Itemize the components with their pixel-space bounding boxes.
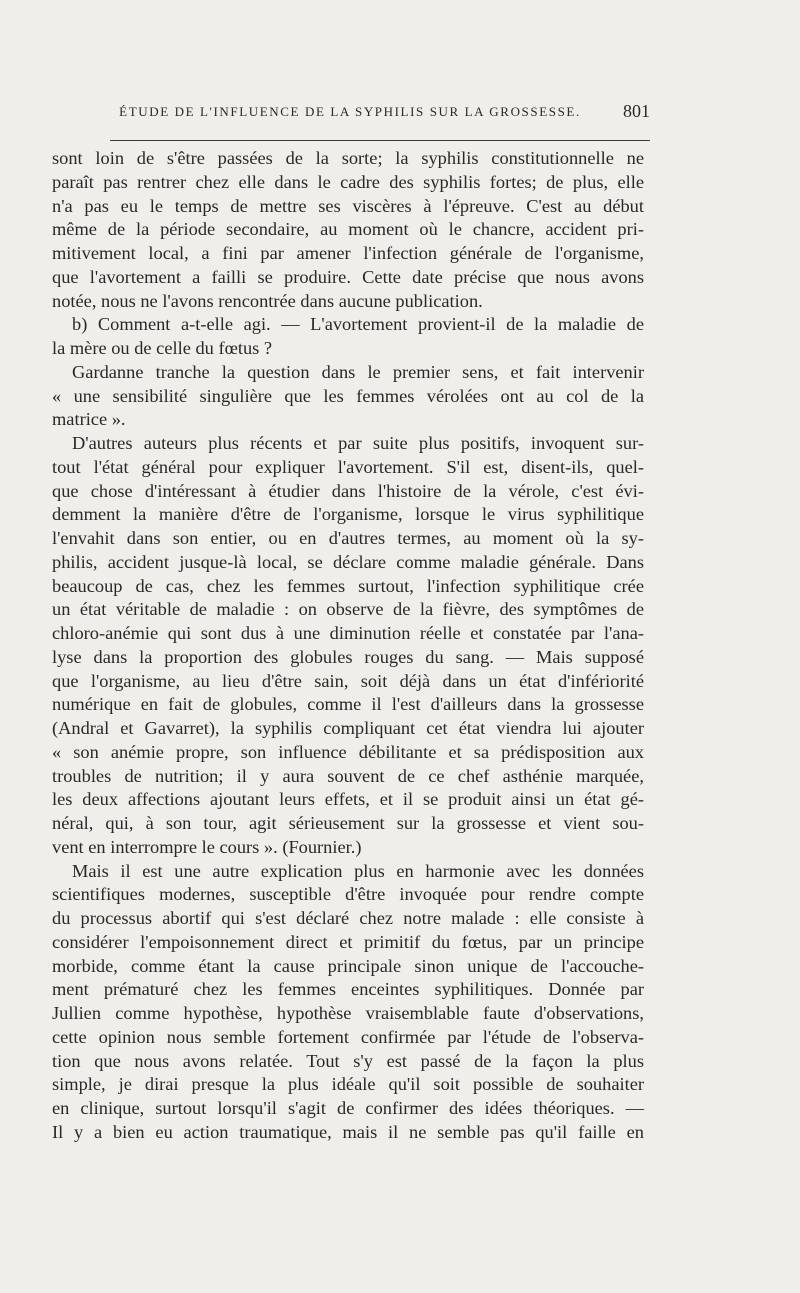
- header-rule: [110, 140, 650, 141]
- text-line: chloro-anémie qui sont dus à une diminution réelle et constatée par l'ana-: [52, 623, 644, 643]
- text-line: Il y a bien eu action traumatique, mais il ne semble pas qu'il faille en: [52, 1121, 644, 1142]
- text-line: tout l'état général pour expliquer l'avortement. S'il est, disent-ils, quel-: [52, 456, 644, 477]
- text-line: « son anémie propre, son influence débilitante et sa prédisposition aux: [52, 741, 644, 762]
- text-line: vent en interrompre le cours ». (Fournier.): [52, 836, 362, 857]
- text-line: la mère ou de celle du fœtus ?: [52, 338, 273, 358]
- text-line: en clinique, surtout lorsqu'il s'agit de confirmer des idées théoriques. —: [52, 1098, 644, 1118]
- text-line: même de la période secondaire, au moment où le chancre, accident pri-: [52, 219, 644, 240]
- text-line: ment prématuré chez les femmes enceintes syphilitiques. Donnée par: [52, 979, 644, 1000]
- text-line: néral, qui, à son tour, agit sérieusement sur la grossesse et vient sou-: [52, 813, 644, 833]
- text-line: lyse dans la proportion des globules rouges du sang. — Mais supposé: [52, 646, 644, 667]
- running-title: ÉTUDE DE L'INFLUENCE DE LA SYPHILIS SUR LA GROSSESSE.: [119, 104, 581, 119]
- text-line: que l'avortement a failli se produire. Cette date précise que nous avons: [52, 266, 644, 287]
- text-line: beaucoup de cas, chez les femmes surtout, l'infection syphilitique crée: [52, 575, 644, 596]
- text-line: morbide, comme étant la cause principale sinon unique de l'accouche-: [52, 955, 644, 976]
- text-line: notée, nous ne l'avons rencontrée dans aucune publication.: [52, 290, 483, 311]
- text-line: matrice ».: [52, 409, 126, 430]
- text-line: n'a pas eu le temps de mettre ses viscères à l'épreuve. C'est au début: [52, 195, 644, 216]
- text-line: simple, je dirai presque la plus idéale qu'il soit possible de souhaiter: [52, 1074, 644, 1095]
- text-line: D'autres auteurs plus récents et par suite plus positifs, invoquent sur-: [72, 433, 644, 453]
- text-line: du processus abortif qui s'est déclaré chez notre malade : elle consiste à: [52, 908, 644, 928]
- text-line: tion que nous avons relatée. Tout s'y est passé de la façon la plus: [52, 1050, 644, 1071]
- text-line: Jullien comme hypothèse, hypothèse vraisemblable faute d'observations,: [52, 1003, 644, 1023]
- text-line: sont loin de s'être passées de la sorte; la syphilis constitutionnelle ne: [52, 148, 644, 168]
- text-line: philis, accident jusque-là local, se déclare comme maladie générale. Dans: [52, 551, 644, 572]
- page-number: 801: [623, 101, 650, 121]
- text-line: (Andral et Gavarret), la syphilis compliquant cet état viendra lui ajouter: [52, 718, 644, 738]
- text-line: troubles de nutrition; il y aura souvent de ce chef asthénie marquée,: [52, 765, 644, 786]
- text-line: l'envahit dans son entier, ou en d'autres termes, au moment où la sy-: [52, 528, 644, 548]
- text-line: mitivement local, a fini par amener l'infection générale de l'organisme,: [52, 243, 644, 263]
- text-line: paraît pas rentrer chez elle dans le cadre des syphilis fortes; de plus, elle: [52, 171, 644, 192]
- text-line: b) Comment a-t-elle agi. — L'avortement provient-il de la maladie de: [72, 314, 644, 335]
- text-line: que l'organisme, au lieu d'être sain, soit déjà dans un état d'infériorité: [52, 670, 644, 691]
- text-line: Gardanne tranche la question dans le premier sens, et fait intervenir: [72, 361, 644, 382]
- text-line: cette opinion nous semble fortement confirmée par l'étude de l'observa-: [52, 1026, 644, 1047]
- text-line: les deux affections ajoutant leurs effets, et il se produit ainsi un état gé-: [52, 789, 644, 810]
- body-text: [52, 147, 644, 1145]
- running-head: [110, 101, 650, 128]
- text-line: « une sensibilité singulière que les femmes vérolées ont au col de la: [52, 385, 644, 406]
- text-line: numérique en fait de globules, comme il l'est d'ailleurs dans la grossesse: [52, 694, 644, 715]
- text-line: scientifiques modernes, susceptible d'être invoquée pour rendre compte: [52, 884, 644, 905]
- text-line: que chose d'intéressant à étudier dans l'histoire de la vérole, c'est évi-: [52, 480, 644, 501]
- text-line: demment la manière d'être de l'organisme, lorsque le virus syphilitique: [52, 504, 644, 525]
- text-line: un état véritable de maladie : on observe de la fièvre, des symptômes de: [52, 599, 644, 620]
- text-line: considérer l'empoisonnement direct et primitif du fœtus, par un principe: [52, 931, 644, 952]
- text-line: Mais il est une autre explication plus en harmonie avec les données: [72, 860, 644, 881]
